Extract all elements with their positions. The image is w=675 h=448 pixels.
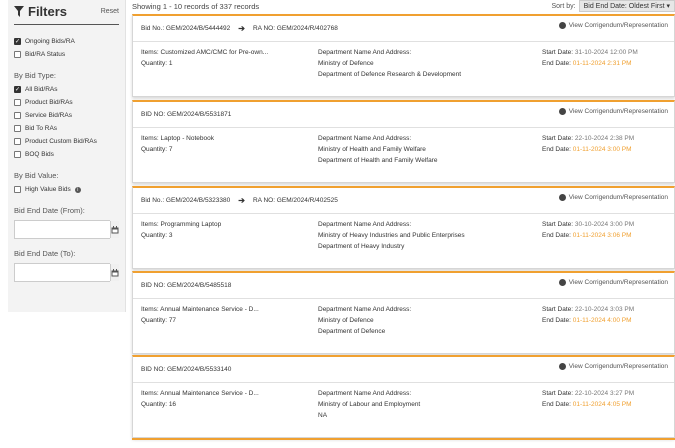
checkbox-label: Service Bid/RAs [25, 112, 72, 119]
bid-card-header [133, 16, 674, 42]
start-date-label: Start Date: [542, 221, 574, 228]
quantity-text: Quantity: 16 [141, 401, 177, 408]
checkbox-product-custom[interactable] [14, 135, 119, 148]
reset-link[interactable]: Reset [100, 8, 119, 15]
results-count: Showing 1 - 10 records of 337 records [132, 1, 260, 11]
checkbox-service-bids[interactable] [14, 109, 119, 122]
department-label: Department Name And Address: [318, 49, 412, 56]
bid-card-body [133, 42, 674, 96]
view-corrigendum-link[interactable] [559, 108, 668, 115]
bid-number[interactable]: BID NO: GEM/2024/B/5531871 [141, 111, 232, 118]
start-date-value: 30-10-2024 3:00 PM [574, 221, 635, 228]
ministry-text: Ministry of Defence [318, 317, 374, 324]
quantity-text: Quantity: 7 [141, 146, 173, 153]
department-text: Department of Heavy Industry [318, 243, 405, 250]
bid-number[interactable]: Bid No.: GEM/2024/B/5323380 [141, 197, 231, 204]
department-column [318, 219, 465, 252]
quantity-text: Quantity: 3 [141, 232, 173, 239]
arrow-right-icon: ➔ [238, 24, 245, 33]
department-label: Department Name And Address: [318, 390, 412, 397]
end-date-value: 01-11-2024 4:05 PM [572, 401, 632, 408]
view-corrigendum-link[interactable] [559, 194, 668, 201]
sort-control [551, 0, 675, 12]
dates-column [542, 133, 634, 155]
ministry-text: Ministry of Labour and Employment [318, 401, 421, 408]
checkbox-label: Ongoing Bids/RA [25, 38, 75, 45]
quantity-text: Quantity: 77 [141, 317, 177, 324]
items-text[interactable]: Items: Laptop - Notebook [141, 135, 214, 142]
end-date-label: End Date: [542, 146, 571, 153]
end-date-value: 01-11-2024 2:31 PM [572, 60, 632, 67]
dates-column [542, 219, 634, 241]
checkbox-icon[interactable] [14, 99, 21, 106]
end-date-value: 01-11-2024 3:00 PM [572, 146, 632, 153]
bid-number[interactable]: BID NO: GEM/2024/B/5485518 [141, 282, 232, 289]
start-date-label: Start Date: [542, 390, 574, 397]
checkbox-boq-bids[interactable] [14, 148, 119, 161]
start-date-value: 22-10-2024 2:38 PM [574, 135, 635, 142]
end-date-from-field [14, 220, 110, 239]
department-column [318, 47, 461, 80]
eye-icon [559, 194, 566, 201]
checkbox-bid-to-ras[interactable] [14, 122, 119, 135]
end-date-value: 01-11-2024 4:00 PM [572, 317, 632, 324]
end-date-to-field [14, 263, 110, 282]
corrigendum-label: View Corrigendum/Representation [568, 279, 668, 286]
start-date-label: Start Date: [542, 49, 574, 56]
end-date-from-label: Bid End Date (From): [14, 206, 85, 215]
checkbox-label: Bid To RAs [25, 125, 58, 132]
checkbox-label: Product Bid/RAs [25, 99, 73, 106]
bid-number[interactable]: Bid No.: GEM/2024/B/5444492 [141, 25, 231, 32]
checkbox-icon[interactable] [14, 125, 21, 132]
checkbox-icon[interactable] [14, 112, 21, 119]
department-text: Department of Health and Family Welfare [318, 157, 438, 164]
bid-card [132, 100, 675, 183]
results-panel [132, 0, 675, 448]
results-topbar [132, 0, 675, 12]
items-text[interactable]: Items: Annual Maintenance Service - D... [141, 306, 259, 313]
start-date-label: Start Date: [542, 135, 574, 142]
start-date-value: 22-10-2024 3:27 PM [574, 390, 635, 397]
arrow-right-icon: ➔ [238, 196, 245, 205]
start-date-value: 31-10-2024 12:00 PM [574, 49, 638, 56]
bid-card-header [133, 102, 674, 128]
checkbox-icon[interactable] [14, 151, 21, 158]
filters-header [14, 4, 119, 25]
quantity-text: Quantity: 1 [141, 60, 173, 67]
bid-card-body [133, 214, 674, 268]
items-column [141, 219, 221, 241]
items-text[interactable]: Items: Annual Maintenance Service - D... [141, 390, 259, 397]
calendar-icon [111, 269, 119, 277]
next-card-edge [132, 438, 675, 448]
department-column [318, 133, 437, 166]
items-column [141, 133, 214, 155]
bid-card [132, 271, 675, 354]
eye-icon [559, 108, 566, 115]
bid-card-header [133, 357, 674, 383]
checkbox-product-bids[interactable] [14, 96, 119, 109]
corrigendum-label: View Corrigendum/Representation [568, 194, 668, 201]
end-date-from-input[interactable] [15, 221, 110, 238]
filters-title [14, 4, 67, 19]
ministry-text: Ministry of Defence [318, 60, 374, 67]
bid-card-body [133, 128, 674, 182]
calendar-button[interactable] [110, 264, 119, 281]
ra-number[interactable]: RA NO: GEM/2024/R/402768 [252, 25, 338, 32]
ra-number[interactable]: RA NO: GEM/2024/R/402525 [252, 197, 338, 204]
items-text[interactable]: Items: Customized AMC/CMC for Pre-own... [141, 49, 269, 56]
department-text: NA [318, 412, 328, 419]
corrigendum-label: View Corrigendum/Representation [568, 363, 668, 370]
items-column [141, 47, 268, 69]
checkbox-icon[interactable] [14, 186, 21, 193]
checkbox-icon[interactable] [14, 138, 21, 145]
sort-select[interactable]: Bid End Date: Oldest First ▾ [579, 0, 675, 12]
checkbox-ongoing[interactable] [14, 35, 119, 48]
filter-icon [14, 6, 24, 17]
sort-label: Sort by: [551, 2, 576, 10]
checkbox-icon[interactable]: ✓ [14, 86, 21, 93]
checkbox-icon[interactable]: ✓ [14, 38, 21, 45]
department-text: Department of Defence [318, 328, 386, 335]
filter-sidebar [8, 0, 126, 312]
ministry-text: Ministry of Health and Family Welfare [318, 146, 426, 153]
ministry-text: Ministry of Heavy Industries and Public Enterprises [318, 232, 465, 239]
items-text[interactable]: Items: Programming Laptop [141, 221, 222, 228]
calendar-icon [111, 226, 119, 234]
bid-card-header [133, 188, 674, 214]
eye-icon [559, 279, 566, 286]
bid-card-header [133, 273, 674, 299]
eye-icon [559, 22, 566, 29]
calendar-button[interactable] [110, 221, 119, 238]
checkbox-all-bids[interactable] [14, 83, 119, 96]
bid-type-label: By Bid Type: [14, 71, 56, 80]
end-date-label: End Date: [542, 401, 571, 408]
end-date-value: 01-11-2024 3:06 PM [572, 232, 632, 239]
bid-card [132, 14, 675, 97]
checkbox-label: Product Custom Bid/RAs [25, 138, 97, 145]
checkbox-label: High Value Bids [25, 186, 71, 193]
bid-number[interactable]: BID NO: GEM/2024/B/5533140 [141, 366, 232, 373]
bid-card [132, 355, 675, 438]
end-date-to-label: Bid End Date (To): [14, 249, 76, 258]
department-label: Department Name And Address: [318, 221, 412, 228]
bid-card [132, 186, 675, 269]
items-column [141, 388, 259, 410]
department-column [318, 388, 420, 421]
checkbox-icon[interactable] [14, 51, 21, 58]
department-label: Department Name And Address: [318, 306, 412, 313]
bid-value-label: By Bid Value: [14, 171, 59, 180]
checkbox-label: Bid/RA Status [25, 51, 66, 58]
eye-icon [559, 363, 566, 370]
dates-column [542, 388, 634, 410]
department-column [318, 304, 411, 337]
end-date-label: End Date: [542, 317, 571, 324]
start-date-value: 22-10-2024 3:03 PM [574, 306, 635, 313]
info-icon[interactable]: i [75, 187, 81, 193]
checkbox-status[interactable] [14, 48, 119, 61]
filters-title-text: Filters [28, 4, 68, 19]
bid-card-body [133, 299, 674, 353]
dates-column [542, 47, 638, 69]
checkbox-label: BOQ Bids [25, 151, 54, 158]
department-text: Department of Defence Research & Development [318, 71, 462, 78]
end-date-to-input[interactable] [15, 264, 110, 281]
items-column [141, 304, 259, 326]
view-corrigendum-link[interactable] [559, 22, 668, 29]
end-date-label: End Date: [542, 60, 571, 67]
corrigendum-label: View Corrigendum/Representation [568, 108, 668, 115]
end-date-label: End Date: [542, 232, 571, 239]
corrigendum-label: View Corrigendum/Representation [568, 22, 668, 29]
dates-column [542, 304, 634, 326]
checkbox-high-value[interactable] [14, 183, 119, 196]
view-corrigendum-link[interactable] [559, 363, 668, 370]
bid-card-body [133, 383, 674, 437]
checkbox-label: All Bid/RAs [25, 86, 58, 93]
department-label: Department Name And Address: [318, 135, 412, 142]
view-corrigendum-link[interactable] [559, 279, 668, 286]
sort-value: Bid End Date: Oldest First [583, 3, 665, 10]
start-date-label: Start Date: [542, 306, 574, 313]
